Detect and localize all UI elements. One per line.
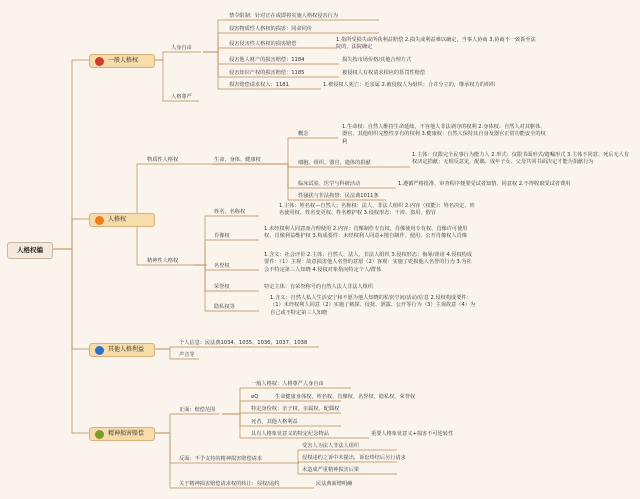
node-personal-info[interactable]: 个人信息：民法典1034、1035、1036、1037、1038	[179, 340, 308, 346]
node-life-body-health[interactable]: 生命、身体、健康权	[214, 157, 261, 163]
b1-item-4[interactable]: 侵害知识产权的损害赔偿：1185	[229, 70, 305, 76]
root-to-b2	[52, 219, 89, 249]
root-to-b1	[52, 60, 89, 249]
honor-note: 1.含义：社会评价 2.主体：自然人、法人、非法人组织 3.侵权形态：侮辱/诽谤 4.侵权构成要件：（1）主观：故意损害他人名誉的意愿（2）客观：实施了贬损他人名誉的行为 3.为社会不特定第三人知晓 4.侵权对象指向特定个人/群体	[264, 252, 473, 273]
sp-name	[193, 216, 259, 265]
b1-i2	[203, 48, 333, 52]
node-negative[interactable]: 反面：不予支持的精神损害赔偿请求	[179, 456, 263, 462]
b1-item-2[interactable]: 侵害侵害性人格权的损害赔偿	[229, 41, 297, 47]
donation-note: 1.主体：仅限完全民事行为能力人 2.形式：仅限书面形式/遗嘱形式 3.主体不同意、死后无人有权决定捐献；无相反意见，配偶、成年子女、父母共同书面决定才能为捐献行为	[412, 152, 630, 166]
node-positive-scope[interactable]: 正面：赔偿范围	[179, 407, 216, 413]
node-clinical[interactable]: 临床试验、医学与科研活动	[298, 181, 361, 187]
pos-item-4-note: 重要人格象征意义+损害不可逆转性	[371, 431, 454, 437]
node-assignment[interactable]: 关于精神损害赔偿请求权的转让：侵权/违约	[179, 481, 280, 487]
node-voice[interactable]: 声音等	[179, 352, 195, 358]
root-to-b4	[52, 249, 89, 433]
node-honor-right[interactable]: 荣誉权	[214, 284, 230, 290]
pos-item-3[interactable]: 死者、其他人格利益	[251, 419, 298, 425]
privacy-note: 1.含义：自然人私人生活安宁和不愿为他人知晓的私密空间/活动/信息 2.侵权构成要件：（1）未经权利人同意（2）实施了刺探、侵扰、泄露、公开等行为（3）主观故意（4）为自己或不特定第三人知晓	[270, 295, 476, 316]
node-concept[interactable]: 概念	[298, 131, 309, 137]
clinical-note: 1.遵循严格批准、审查程序便要受试者知情、同意权 2.不得收取受试者费用	[398, 181, 571, 187]
node-donation[interactable]: 细胞、组织、器官、遗体的捐献	[298, 160, 371, 166]
node-portrait[interactable]: 肖像权	[214, 233, 230, 239]
sp-portrait	[193, 240, 259, 265]
root-to-b3	[52, 249, 89, 349]
node-name-right[interactable]: 姓名、名称权	[214, 209, 246, 215]
b1-freedom	[155, 52, 201, 60]
b1-item-2-note: 1.指所受损失或所获利益赔偿 2.损失或利益难以确定，当事人协商 3.协商不一致诉至法院的，法院确定	[336, 37, 536, 51]
pos-item-0[interactable]: 一般人格权：人格尊严人身自由	[251, 381, 324, 387]
b1-item-0[interactable]: 禁令限制：针对正在或即将实施人格权侵害行为	[229, 13, 338, 19]
node-dignity[interactable]: 人格尊严	[171, 94, 192, 100]
pos-item-1-note: 生命健康身体权、姓名权、肖像权、名誉权、隐私权、荣誉权	[275, 394, 416, 400]
portrait-note: 1.未经权利人同意而合理使用 2.内容：肖像制作专有权、肖像使用专有权、肖像许可使用权、肖像利益维护权 3.构成要件：未经权利人同意+擅自制作、使用、公开肖像权人肖像	[264, 226, 468, 240]
branch-general-personality[interactable]: 一般人格权	[89, 54, 155, 68]
branch-other-interests[interactable]: 其他人格利益	[89, 343, 155, 357]
neg-item-0[interactable]: 受害人为法人非法人组织	[302, 443, 360, 449]
b1-item-5[interactable]: 损害赔偿请求权人：1181	[229, 82, 289, 88]
pos-item-2[interactable]: 特定身份权：亲子权、亲属权、配偶权	[251, 406, 340, 412]
node-honor[interactable]: 名誉权	[214, 263, 230, 269]
b4-pos	[155, 414, 219, 433]
b1-item-1[interactable]: 侵害物质性人格权的损害：同命同价	[229, 26, 313, 32]
b1-item-4-note: 被侵权人有权请求相应的惩罚性赔偿	[342, 70, 426, 76]
b1-item-3-note: 损失按市场价格/其他合理方式	[342, 57, 412, 63]
node-physical-rights[interactable]: 物质性人格权	[147, 157, 179, 163]
node-spiritual-rights[interactable]: 精神性人格权	[147, 258, 179, 264]
name-right-note: 1.主体：姓名权—自然人；名称权：法人、非法人组织 2.内容（权能）：姓名决定、姓名使用权、姓名变更权、姓名维护权 3.侵权形态：干涉、盗用、假冒	[279, 203, 475, 217]
orange-dot-icon	[95, 216, 104, 225]
concept-note: 1.生命权：自然人维持生命延续，不容他人非法剥夺的权利 2.身体权：自然人对其躯体、器官、其他组织完整性享有的权利 3.健康权：自然人保持其自身及器官正常功能安全的权利	[342, 124, 546, 145]
node-harassment[interactable]: 性骚扰与非法拘禁：民法典1011条	[298, 193, 379, 199]
root-node[interactable]: 人格权编	[7, 242, 53, 259]
b1-item-5-note: 1.被侵权人死亡：近亲属 2.被侵权人为组织：合并分立的，继承权力的组织	[323, 82, 496, 88]
node-privacy[interactable]: 隐私权等	[214, 304, 235, 310]
neg-item-1[interactable]: 侵权违约之诉中未提出，诉讼终结后另行请求	[302, 455, 406, 461]
red-dot-icon	[95, 57, 104, 66]
b2-phys	[137, 164, 277, 219]
green-dot-icon	[95, 430, 104, 439]
blue-dot-icon	[95, 346, 104, 355]
assignment-note: 民法典新增明确	[316, 481, 353, 487]
neg-item-2[interactable]: 未造成严重精神损害后果	[302, 467, 360, 473]
branch-personality-rights[interactable]: 人格权	[89, 213, 155, 227]
honor-right-note: 特定主体：有荣誉称号的自然人法人非法人组织	[264, 284, 373, 290]
branch-mental-damage[interactable]: 精神损害赔偿	[89, 427, 155, 441]
b1-item-3[interactable]: 侵害他人财产的损害赔偿：1184	[229, 57, 305, 63]
node-personal-freedom[interactable]: 人身自由	[171, 45, 192, 51]
pos-item-1[interactable]: eQ	[251, 394, 259, 400]
pos-item-4[interactable]: 具有人格象征意义的特定纪念物品	[251, 431, 329, 437]
